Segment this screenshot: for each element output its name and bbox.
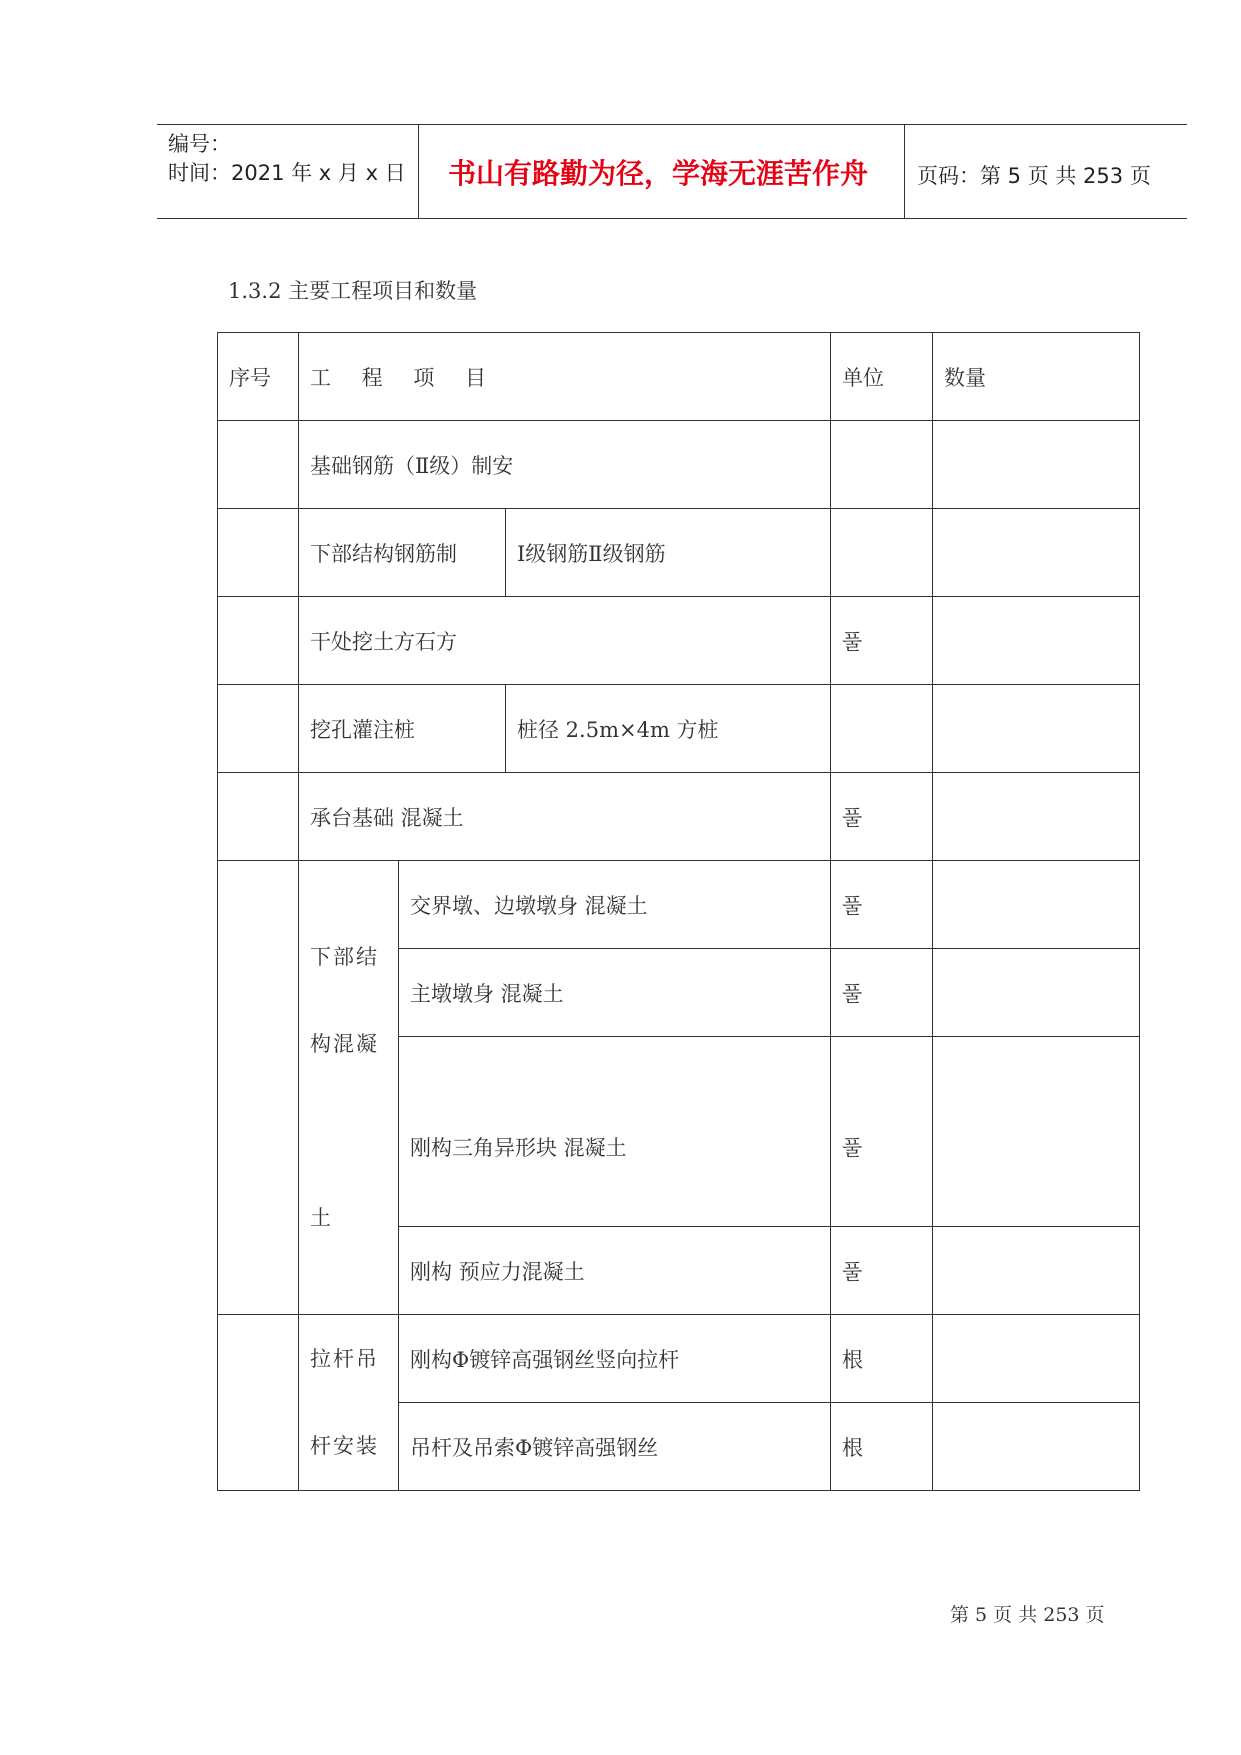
group-label-line: 拉杆吊 <box>310 1346 379 1371</box>
unit-cell: 풀 <box>831 861 933 949</box>
unit-cell <box>831 685 933 773</box>
seq-cell <box>218 509 299 597</box>
seq-cell <box>218 421 299 509</box>
table-row <box>218 509 1140 597</box>
item-cell: 基础钢筋（Ⅱ级）制安 <box>299 421 831 509</box>
header-page-info: 页码：第 5 页 共 253 页 <box>917 164 1151 188</box>
header-top-rule <box>157 124 1187 125</box>
header-motto: 书山有路勤为径，学海无涯苦作舟 <box>447 157 868 190</box>
seq-cell <box>218 1315 299 1491</box>
document-date: 时间：2021 年 x 月 x 日 <box>168 161 406 185</box>
quantities-table <box>217 332 1140 1491</box>
item-cell: 刚构三角异形块 混凝土 <box>399 1037 831 1227</box>
group-label-tie-rod-installation <box>299 1315 399 1491</box>
item-cell: 交界墩、边墩墩身 混凝土 <box>399 861 831 949</box>
qty-cell <box>933 949 1140 1037</box>
unit-cell: 풀 <box>831 949 933 1037</box>
item-cell: 挖孔灌注桩 <box>299 685 506 773</box>
item-cell: 刚构 预应力混凝土 <box>399 1227 831 1315</box>
table-row <box>218 1315 1140 1403</box>
group-label-line: 杆安装 <box>310 1433 379 1458</box>
header-item: 工 程 项 目 <box>299 333 831 421</box>
header-seq: 序号 <box>218 333 299 421</box>
unit-cell: 풀 <box>831 773 933 861</box>
unit-cell <box>831 509 933 597</box>
detail-cell: Ⅰ级钢筋Ⅱ级钢筋 <box>506 509 831 597</box>
table-row <box>218 773 1140 861</box>
unit-cell <box>831 421 933 509</box>
seq-cell <box>218 773 299 861</box>
group-label-line: 构混凝 <box>310 1031 379 1056</box>
header-qty: 数量 <box>933 333 1140 421</box>
qty-cell <box>933 1037 1140 1227</box>
table-row <box>218 421 1140 509</box>
section-title: 1.3.2 主要工程项目和数量 <box>228 279 478 303</box>
seq-cell <box>218 685 299 773</box>
qty-cell <box>933 1315 1140 1403</box>
qty-cell <box>933 421 1140 509</box>
item-cell: 承台基础 混凝土 <box>299 773 831 861</box>
unit-cell: 풀 <box>831 1037 933 1227</box>
item-cell: 主墩墩身 混凝土 <box>399 949 831 1037</box>
qty-cell <box>933 509 1140 597</box>
header-divider-right <box>904 124 905 218</box>
qty-cell <box>933 1227 1140 1315</box>
header-unit: 单位 <box>831 333 933 421</box>
unit-cell: 根 <box>831 1403 933 1491</box>
page-footer: 第 5 页 共 253 页 <box>950 1604 1105 1626</box>
qty-cell <box>933 1403 1140 1491</box>
qty-cell <box>933 597 1140 685</box>
unit-cell: 풀 <box>831 1227 933 1315</box>
unit-cell: 根 <box>831 1315 933 1403</box>
group-label-line: 土 <box>310 1205 333 1230</box>
item-cell: 干处挖土方石方 <box>299 597 831 685</box>
unit-cell: 풀 <box>831 597 933 685</box>
qty-cell <box>933 685 1140 773</box>
item-cell: 下部结构钢筋制 <box>299 509 506 597</box>
table-header-row <box>218 333 1140 421</box>
detail-cell: 桩径 2.5m×4m 方桩 <box>506 685 831 773</box>
qty-cell <box>933 861 1140 949</box>
table-row <box>218 597 1140 685</box>
seq-cell <box>218 861 299 1315</box>
group-label-line: 下部结 <box>310 944 379 969</box>
item-cell: 吊杆及吊索Φ镀锌高强钢丝 <box>399 1403 831 1491</box>
group-label-substructure-concrete <box>299 861 399 1315</box>
qty-cell <box>933 773 1140 861</box>
document-number-label: 编号： <box>168 132 231 156</box>
table-row <box>218 861 1140 949</box>
item-cell: 刚构Φ镀锌高强钢丝竖向拉杆 <box>399 1315 831 1403</box>
seq-cell <box>218 597 299 685</box>
table-row <box>218 685 1140 773</box>
header-bottom-rule <box>157 218 1187 219</box>
